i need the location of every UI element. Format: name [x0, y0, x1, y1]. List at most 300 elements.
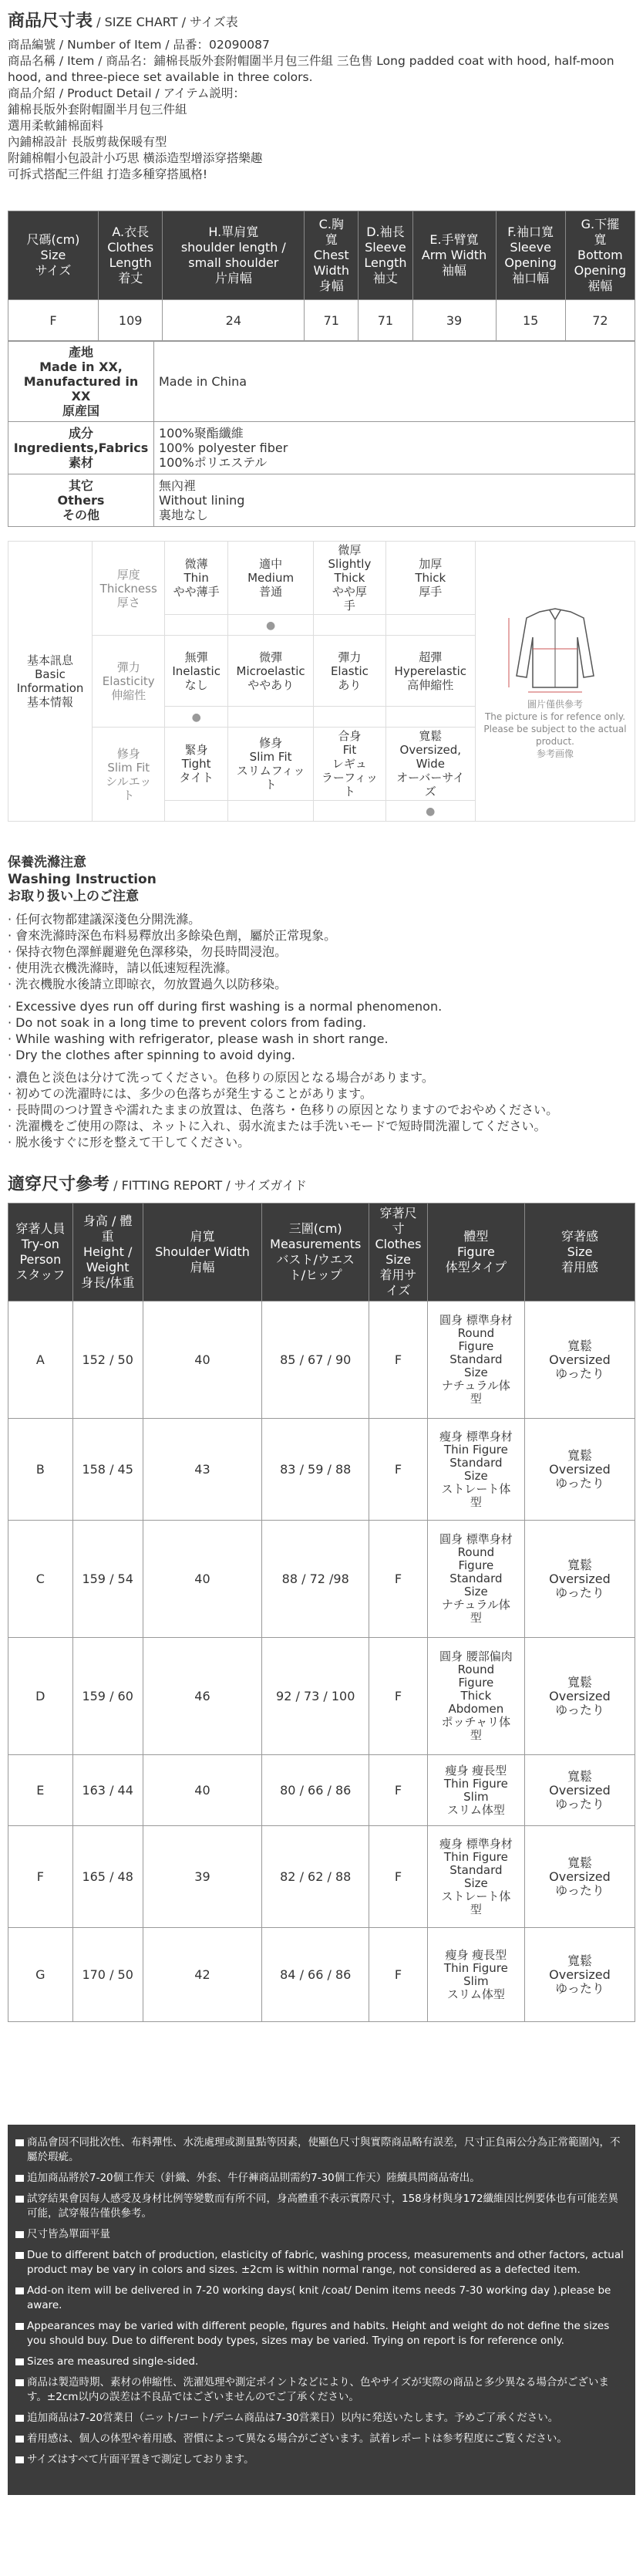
fitting-cell: B [8, 1419, 73, 1521]
header-text: Opening [504, 255, 557, 270]
figure-text: 圓身 標準身材 [439, 1532, 513, 1546]
basic-dot-cell [385, 615, 475, 636]
info-key-text: その他 [62, 508, 99, 522]
size-value-cell: F [8, 300, 99, 341]
fitting-cell: F [369, 1419, 428, 1521]
basic-option [227, 728, 313, 801]
bullet-square-icon [15, 2139, 24, 2146]
feel-cell [524, 1419, 635, 1521]
header-text: ト/ヒップ [288, 1268, 342, 1282]
basic-dot-cell [314, 615, 385, 636]
basic-option-text: 加厚 [419, 557, 443, 571]
feel-text: 寬鬆 [567, 1855, 592, 1870]
basic-option [314, 636, 385, 707]
basic-dot-cell [227, 707, 313, 728]
basic-label-text: Thickness [99, 581, 157, 596]
fitting-table [8, 1203, 635, 2022]
figure-cell [427, 1521, 524, 1638]
figure-text: Standard [449, 1352, 503, 1366]
header-text: Height / [82, 1244, 133, 1259]
basic-option-text: Medium [247, 571, 295, 585]
basic-option-text: Wide [416, 757, 445, 771]
size-value-cell: 71 [359, 300, 412, 341]
header-text: イズ [385, 1283, 411, 1298]
figure-text: Slim [463, 1973, 489, 1988]
picture-note-text: 圖片僅供參考 [527, 699, 583, 710]
basic-option-text: 合身 [338, 729, 362, 743]
basic-option-text: Thin [183, 571, 209, 585]
basic-label-text: 修身 [116, 746, 140, 761]
fitting-cell: F [369, 1928, 428, 2022]
basic-option [227, 636, 313, 707]
bullet-square-icon [15, 2358, 24, 2365]
basic-label-text: 厚度 [116, 567, 140, 582]
note-text: 試穿結果會因每人感受及身材比例等變數而有所不同，身高體重不表示實際尺寸，158身材與身172纖維因比例要体也有可能差異可能，試穿報告僅供參考。 [27, 2193, 619, 2220]
basic-option-text: Fit [342, 743, 357, 757]
basic-option [385, 636, 475, 707]
figure-text: Thin Figure [443, 1849, 508, 1864]
bullet-square-icon [15, 2323, 24, 2330]
basic-option [165, 636, 227, 707]
figure-text: Round [457, 1545, 495, 1559]
header-text: Measurements [270, 1237, 362, 1251]
washing-title-text: Washing Instruction [8, 872, 157, 887]
note-line [15, 2171, 628, 2186]
note-line [15, 2135, 628, 2165]
header-text: 袖丈 [372, 271, 398, 285]
header-text: 肩幅 [190, 1260, 215, 1274]
intro-line: 商品名稱 / Item / 商品名：鋪棉長版外套附帽圍半月包三件組 三色售 Long padded coat with hood, half-moon hood, and three-piece set available in three colors. [8, 54, 618, 84]
size-header-cell [305, 211, 359, 300]
page [8, 0, 635, 2022]
header-text: Shoulder Width [155, 1244, 250, 1259]
feel-cell [524, 1928, 635, 2022]
bullet-square-icon [15, 2231, 24, 2238]
intro-line: 鋪棉長版外套附帽圍半月包三件組 [8, 103, 187, 116]
basic-option-text: Microelastic [236, 663, 305, 678]
fitting-row [8, 1638, 635, 1755]
info-row [8, 474, 635, 527]
figure-text: Size [463, 1468, 488, 1483]
header-text: Bottom [577, 248, 623, 262]
basic-label-text: 伸縮性 [111, 688, 146, 702]
note-text: 商品會因不同批次性、布料彈性、水洗處理或測量點等因素，使顯色尺寸與實際商品略有誤差，尺寸正負兩公分為正常範圍內，不屬於瑕疵。 [27, 2136, 621, 2163]
picture-note-text: Please be subject to the actual [483, 724, 627, 734]
basic-option-text: 修身 [259, 736, 283, 750]
selected-dot: ● [426, 805, 436, 818]
fitting-cell: F [8, 1826, 73, 1928]
note-line [15, 2375, 628, 2405]
fitting-row [8, 1419, 635, 1521]
info-value-text: Without lining [159, 493, 245, 508]
figure-text: 型 [470, 1728, 482, 1742]
basic-dot-cell [165, 707, 227, 728]
basic-option-text: Thick [334, 571, 365, 585]
intro-line: 選用柔軟鋪棉面料 [8, 119, 104, 133]
header-text: 着用感 [561, 1260, 598, 1274]
fitting-cell: 40 [143, 1755, 262, 1826]
basic-label [93, 542, 165, 636]
fitting-header [8, 1173, 635, 1197]
size-header-cell [412, 211, 496, 300]
basic-option-text: Thick [415, 571, 446, 585]
picture-note-text: The picture is for refence only. [484, 711, 626, 722]
feel-cell [524, 1826, 635, 1928]
size-value-cell: 72 [565, 300, 635, 341]
header-text: G.下擺 [581, 217, 620, 231]
basic-dot-cell [314, 707, 385, 728]
basic-option-text: なし [184, 677, 208, 692]
fitting-cell: 46 [143, 1638, 262, 1755]
size-value-cell: 24 [163, 300, 305, 341]
washing-line: · While washing with refrigerator, please wash in short range. [8, 1031, 389, 1046]
size-table-header [8, 211, 635, 300]
basic-dot-cell [165, 615, 227, 636]
fitting-cell: G [8, 1928, 73, 2022]
fitting-header-cell [8, 1204, 73, 1302]
basic-option-row [8, 542, 635, 615]
header-text: Arm Width [421, 248, 487, 262]
feel-text: ゆったり [555, 1366, 604, 1381]
basic-option-text: ズ [424, 785, 436, 798]
header-text: バスト/ウエス [276, 1252, 355, 1267]
feel-text: ゆったり [555, 1702, 604, 1717]
feel-text: ゆったり [555, 1585, 604, 1600]
basic-option-text: ト [264, 778, 277, 792]
fitting-cell: E [8, 1755, 73, 1826]
note-line [15, 2453, 628, 2467]
info-key-text: 素材 [68, 455, 93, 470]
header-text: サイズ [35, 263, 72, 278]
figure-text: 瘦身 標準身材 [439, 1429, 513, 1443]
figure-cell [427, 1826, 524, 1928]
header-text: Size [385, 1252, 411, 1267]
info-key-text: Made in XX, [39, 360, 123, 374]
size-header-cell [565, 211, 635, 300]
washing-title-text: 保養洗滌注意 [8, 855, 86, 870]
notes-panel [8, 2125, 635, 2495]
basic-option-text: やや薄手 [173, 585, 220, 599]
header-text: 穿著尺 [379, 1206, 417, 1220]
bullet-square-icon [15, 2436, 24, 2443]
washing-title [8, 854, 635, 905]
washing-en [8, 998, 635, 1063]
fitting-cell: 42 [143, 1928, 262, 2022]
feel-cell [524, 1521, 635, 1638]
basic-option-text: やや厚 [332, 585, 367, 599]
feel-text: Oversized [549, 1352, 611, 1367]
header-text: Figure [456, 1244, 495, 1259]
info-key-text: 產地 [68, 345, 93, 360]
info-value-text: 100% polyester fiber [159, 441, 288, 455]
header-text: 袖幅 [442, 263, 467, 278]
selected-dot: ● [191, 711, 201, 724]
feel-text: 寬鬆 [567, 1953, 592, 1968]
header-text: 寸 [392, 1221, 405, 1236]
basic-option [227, 542, 313, 615]
size-value-cell: 71 [305, 300, 359, 341]
fitting-cell: F [369, 1302, 428, 1419]
note-text: 尺寸皆為單面平量 [27, 2228, 110, 2240]
info-value-text: 100%ポリエステル [159, 455, 268, 470]
header-text: 寬 [594, 232, 607, 247]
size-header-cell [98, 211, 163, 300]
fitting-cell: 152 / 50 [72, 1302, 143, 1419]
info-value [154, 474, 635, 527]
header-text: 裾幅 [587, 279, 613, 293]
figure-text: Figure [458, 1676, 494, 1690]
note-text: Add-on item will be delivered in 7-20 working days( knit /coat/ Denim items needs 7-30 working day ).please be aware. [27, 2284, 611, 2311]
washing-ja [8, 1069, 635, 1150]
note-line [15, 2355, 628, 2369]
figure-text: Size [463, 1585, 488, 1599]
header-text: 片肩幅 [214, 271, 252, 285]
fitting-cell: 88 / 72 /98 [262, 1521, 369, 1638]
bullet-square-icon [15, 2252, 24, 2259]
note-text: 追加商品は7-20営業日（ニット/コート/デニム商品は7-30営業日）以内に発送いたします。予めご了承ください。 [27, 2412, 559, 2424]
figure-text: Thick [460, 1689, 492, 1703]
note-text: 着用感は、個人の体型や着用感、習慣によって異なる場合がございます。試着レポートは参考程度にご覧ください。 [27, 2433, 567, 2445]
header-text: F.袖口寬 [507, 225, 554, 239]
basic-label [93, 636, 165, 728]
note-line [15, 2432, 628, 2446]
feel-text: ゆったり [555, 1980, 604, 1996]
header-text: Sleeve [510, 240, 551, 255]
header-text: 穿著感 [561, 1229, 598, 1244]
fitting-cell: 40 [143, 1521, 262, 1638]
fitting-row [8, 1521, 635, 1638]
figure-text: 型 [470, 1494, 482, 1509]
washing-zh [8, 911, 635, 992]
basic-option [385, 728, 475, 801]
fitting-cell: 43 [143, 1419, 262, 1521]
note-text: サイズはすべて片面平置きで測定しております。 [27, 2453, 254, 2466]
bullet-square-icon [15, 2415, 24, 2422]
basic-title-text: Information [16, 681, 84, 695]
note-line [15, 2319, 628, 2348]
header-text: Sleeve [365, 240, 406, 255]
header-text: 穿著人員 [15, 1221, 66, 1236]
basic-option [165, 542, 227, 615]
intro-line: 可拆式搭配三件組 打造多種穿搭風格! [8, 167, 208, 181]
basic-option-text: 微厚 [338, 543, 362, 557]
feel-cell [524, 1755, 635, 1826]
fitting-header-cell [72, 1204, 143, 1302]
basic-option-text: Slightly [328, 557, 372, 571]
basic-option-text: 微彈 [259, 650, 283, 664]
picture-note-text: product. [536, 736, 574, 747]
intro-line: 商品編號 / Number of Item / 品番：02090087 [8, 38, 270, 52]
basic-option-text: ト [343, 785, 355, 798]
basic-info-table [8, 541, 635, 822]
basic-dot-cell [227, 615, 313, 636]
fitting-cell: 159 / 60 [72, 1638, 143, 1755]
basic-option-text: 無彈 [184, 650, 208, 664]
washing-line: · Dry the clothes after spinning to avoid dying. [8, 1048, 296, 1062]
basic-option [314, 728, 385, 801]
basic-option-text: Elastic [330, 663, 369, 678]
basic-label-text: 彈力 [116, 660, 140, 674]
fitting-cell: 163 / 44 [72, 1755, 143, 1826]
fitting-cell: F [369, 1826, 428, 1928]
fitting-cell: 170 / 50 [72, 1928, 143, 2022]
header-text: Clothes [375, 1237, 422, 1251]
figure-text: Size [463, 1366, 488, 1379]
figure-cell [427, 1638, 524, 1755]
info-value [154, 422, 635, 474]
fitting-cell: A [8, 1302, 73, 1419]
note-line [15, 2411, 628, 2426]
figure-cell [427, 1755, 524, 1826]
header-text: Width [313, 263, 350, 278]
fitting-cell: 83 / 59 / 88 [262, 1419, 369, 1521]
basic-option-text: Slim Fit [249, 750, 292, 764]
fitting-header-cell [262, 1204, 369, 1302]
basic-dot-cell [385, 801, 475, 822]
fitting-cell: F [369, 1755, 428, 1826]
intro-line: 商品介紹 / Product Detail / アイテム説明： [8, 86, 245, 100]
basic-option [165, 728, 227, 801]
info-value-text: 裏地なし [159, 508, 209, 522]
figure-text: ストレート体 [441, 1481, 511, 1496]
feel-text: ゆったり [555, 1475, 604, 1491]
header-text: Chest [313, 248, 349, 262]
basic-option-text: 適中 [259, 557, 283, 571]
note-text: Sizes are measured single-sided. [27, 2355, 199, 2368]
fitting-row [8, 1928, 635, 2022]
figure-text: スリム体型 [446, 1987, 505, 2001]
fitting-header-cell [143, 1204, 262, 1302]
intro-line: 附鋪棉帽小包設計小巧思 橫添造型增添穿搭樂趣 [8, 151, 263, 165]
figure-text: ナチュラル体 [441, 1598, 510, 1612]
product-intro [8, 37, 635, 183]
header-text: Try-on [21, 1237, 59, 1251]
basic-option [314, 542, 385, 615]
basic-option [385, 542, 475, 615]
figure-text: Size [463, 1875, 488, 1890]
bullet-square-icon [15, 2175, 24, 2182]
basic-option-text: Inelastic [172, 663, 221, 678]
size-table-row [8, 300, 635, 341]
figure-text: スリム体型 [446, 1802, 505, 1817]
reference-picture [476, 542, 635, 822]
fitting-cell: C [8, 1521, 73, 1638]
note-text: Due to different batch of production, elasticity of fabric, washing process, measurements and other factors, actual product may be vary in colors and sizes. ±2cm is within normal range, not considered as a defected item. [27, 2249, 624, 2276]
washing-line: · Excessive dyes run off during first washing is a normal phenomenon. [8, 999, 443, 1014]
basic-option-text: 厚手 [419, 585, 443, 599]
header-text: 体型タイプ [445, 1260, 507, 1274]
feel-cell [524, 1638, 635, 1755]
header-text: 身幅 [318, 279, 344, 293]
info-key [8, 422, 154, 474]
size-header-cell [8, 211, 99, 300]
info-key-text: Ingredients,Fabrics [13, 441, 149, 455]
feel-text: Oversized [549, 1688, 611, 1703]
feel-text: Oversized [549, 1967, 611, 1982]
size-chart-header [8, 0, 635, 32]
header-text: Opening [574, 263, 627, 278]
size-chart-subtitle: / SIZE CHART / サイズ表 [93, 15, 238, 29]
figure-text: ポッチャリ体 [441, 1715, 511, 1729]
note-line [15, 2192, 628, 2221]
figure-text: Standard [449, 1455, 503, 1470]
figure-text: Figure [458, 1558, 494, 1572]
feel-text: 寬鬆 [567, 1338, 592, 1353]
basic-option-text: レギュ [332, 757, 367, 771]
header-text: shoulder length / [180, 240, 286, 255]
header-text: C.胸 [318, 217, 344, 231]
info-key [8, 474, 154, 527]
figure-text: 圓身 腰部偏肉 [439, 1649, 513, 1663]
fitting-cell: F [369, 1638, 428, 1755]
bullet-square-icon [15, 2379, 24, 2386]
figure-text: 圓身 標準身材 [439, 1313, 513, 1327]
intro-line: 內鋪棉設計 長版剪裁保暖有型 [8, 135, 167, 149]
fitting-cell: 159 / 54 [72, 1521, 143, 1638]
fitting-header-cell [427, 1204, 524, 1302]
basic-option-text: あり [338, 677, 362, 692]
figure-text: 瘦身 瘦長型 [445, 1763, 507, 1778]
size-table [8, 211, 635, 341]
basic-option-text: 寬鬆 [419, 729, 443, 743]
header-text: 三圍(cm) [288, 1221, 342, 1236]
fitting-cell: 165 / 48 [72, 1826, 143, 1928]
washing-line: · 保持衣物色澤鮮麗避免色澤移染，勿長時間浸泡。 [8, 944, 288, 959]
fitting-header-row [8, 1204, 635, 1302]
figure-text: Round [457, 1663, 495, 1676]
header-text: スタッフ [15, 1268, 66, 1282]
basic-option-text: 普通 [259, 585, 283, 599]
feel-text: 寬鬆 [567, 1557, 592, 1572]
header-text: E.手臂寬 [429, 232, 479, 247]
figure-text: 瘦身 標準身材 [439, 1836, 513, 1851]
picture-note-text: 参考画像 [536, 748, 574, 759]
header-text: Person [19, 1252, 62, 1267]
figure-text: 瘦身 瘦長型 [445, 1947, 507, 1962]
size-header-cell [359, 211, 412, 300]
header-text: Size [40, 248, 66, 262]
figure-text: 型 [470, 1902, 482, 1916]
header-text: 體型 [463, 1229, 489, 1244]
basic-label-text: シルエッ [106, 774, 152, 788]
info-key-text: XX [71, 389, 91, 403]
basic-option-text: Tight [181, 757, 211, 771]
info-value [154, 342, 635, 422]
fitting-title: 適穿尺寸參考 [8, 1175, 110, 1194]
fitting-cell: 158 / 45 [72, 1419, 143, 1521]
fitting-cell: F [369, 1521, 428, 1638]
note-line [15, 2227, 628, 2242]
basic-option-text: オーバーサイ [396, 771, 465, 785]
figure-text: Figure [458, 1339, 494, 1353]
basic-label-text: Slim Fit [107, 760, 150, 775]
basic-option-text: Hyperelastic [394, 663, 466, 678]
figure-text: ストレート体 [441, 1889, 511, 1903]
fitting-cell: 85 / 67 / 90 [262, 1302, 369, 1419]
jacket-diagram-icon [497, 603, 613, 695]
info-row [8, 422, 635, 474]
header-text: 重 [101, 1229, 114, 1244]
bullet-square-icon [15, 2287, 24, 2294]
fitting-row [8, 1302, 635, 1419]
size-header-cell [496, 211, 565, 300]
size-value-cell: 15 [496, 300, 565, 341]
feel-text: Oversized [549, 1869, 611, 1884]
selected-dot: ● [265, 619, 276, 632]
header-text: 着用サ [379, 1268, 417, 1282]
basic-label-text: Elasticity [102, 674, 155, 688]
washing-line: · 洗衣機脫水後請立即晾衣，勿放置過久以防移染。 [8, 977, 288, 991]
